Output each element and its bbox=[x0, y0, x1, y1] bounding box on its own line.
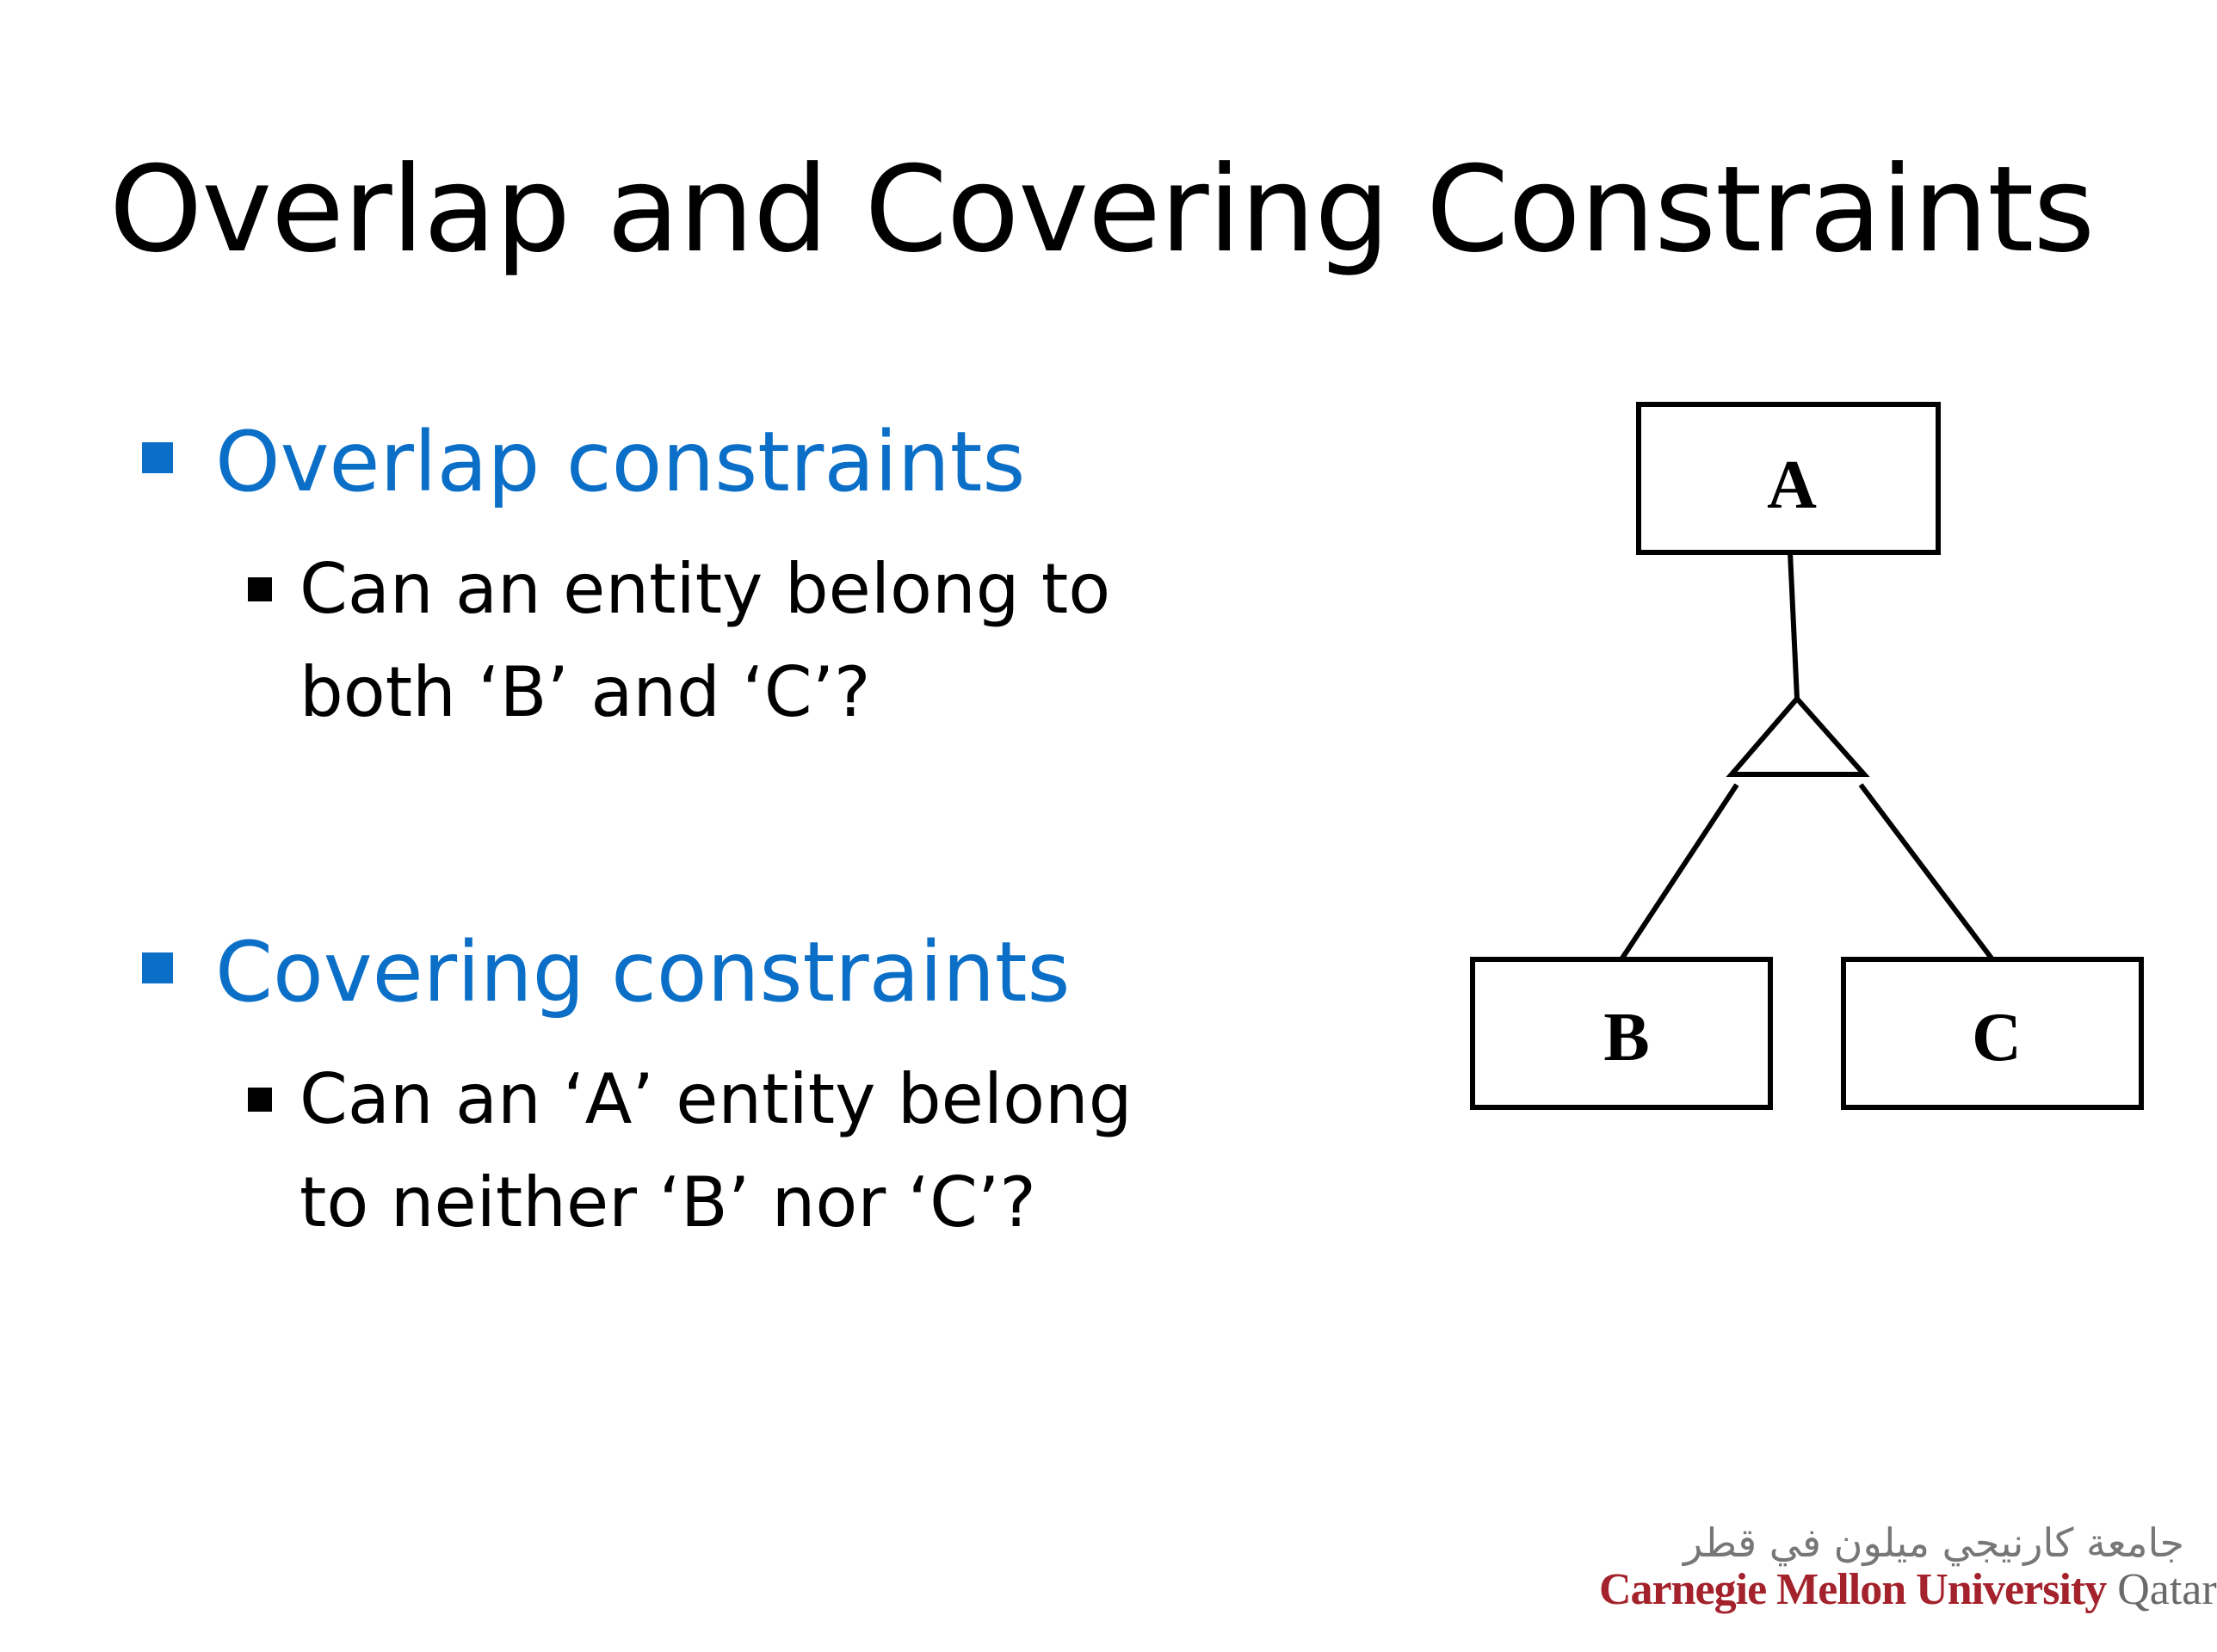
connector-line-b bbox=[1621, 785, 1737, 959]
sub-bullet-line: Can an entity belong to bbox=[300, 549, 1111, 630]
entity-label-c: C bbox=[1972, 1000, 2022, 1076]
logo-english-text bbox=[1599, 1564, 2217, 1614]
entity-label-a: A bbox=[1767, 447, 1817, 523]
sub-bullet-line: Can an ‘A’ entity belong bbox=[300, 1059, 1133, 1140]
isa-triangle bbox=[1732, 699, 1864, 774]
entity-label-b: B bbox=[1603, 1000, 1650, 1076]
university-logo bbox=[1599, 1519, 2217, 1614]
logo-arabic-text: جامعة كارنيجي ميلون في قطر bbox=[1683, 1519, 2184, 1566]
logo-campus-name: Qatar bbox=[2117, 1564, 2217, 1614]
bullet-heading-text: Covering constraints bbox=[215, 924, 1071, 1020]
connector-line-a bbox=[1790, 552, 1797, 699]
logo-university-name: Carnegie Mellon University bbox=[1599, 1564, 2107, 1614]
bullet-heading-text: Overlap constraints bbox=[215, 414, 1026, 510]
sub-bullet-line: to neither ‘B’ nor ‘C’? bbox=[300, 1162, 1036, 1243]
slide-title: Overlap and Covering Constraints bbox=[108, 140, 2095, 279]
sub-bullet-line: both ‘B’ and ‘C’? bbox=[300, 652, 871, 733]
connector-line-c bbox=[1861, 785, 1992, 959]
